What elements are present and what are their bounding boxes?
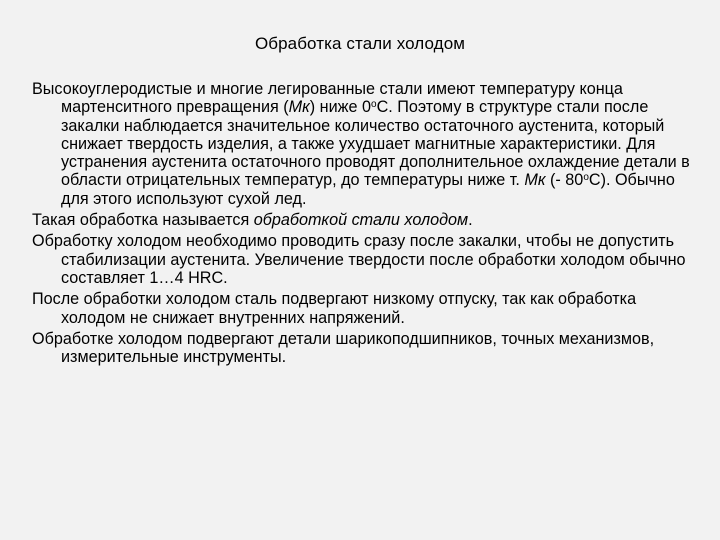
mk-symbol: Мк [288, 98, 310, 117]
paragraph-text: Такая обработка называется [32, 211, 254, 230]
degree-mark: о [583, 172, 589, 184]
paragraph-text: Высокоуглеродистые и многие легированные стали имеют температуру конца мартенситного превращения ( [32, 80, 623, 117]
mk-symbol: Мк [524, 171, 546, 190]
degree-mark: о [371, 99, 377, 111]
paragraph-text: После обработки холодом сталь подвергают низкому отпуску, так как обработка холодом не снижает внутренних напряжений. [32, 290, 637, 327]
paragraph-timing [32, 232, 692, 287]
slide-title: Обработка стали холодом [254, 34, 466, 53]
paragraph-text: С). Обычно для этого используют сухой лед. [61, 171, 675, 208]
paragraph-text: . [468, 211, 473, 230]
paragraph-text: С. Поэтому в структуре стали после закалки наблюдается значительное количество остаточного аустенита, который снижает твердость изделия, а также ухудшает магнитные характеристики. Для устранения аустенита остаточного проводят дополнительное охлаждение детали в области отрицательных температур, до температуры ниже т. [61, 98, 690, 190]
slide-body [32, 80, 692, 369]
paragraph-text: Обработку холодом необходимо проводить сразу после закалки, чтобы не допустить стабилизации аустенита. Увеличение твердости после обработки холодом обычно составляет 1…4 HRC. [32, 232, 686, 287]
paragraph-text: (- 80 [545, 171, 584, 190]
paragraph-martensite [32, 80, 692, 208]
paragraph-applications [32, 330, 692, 367]
paragraph-definition [32, 211, 692, 229]
paragraph-tempering [32, 290, 692, 327]
paragraph-text: Обработке холодом подвергают детали шарикоподшипников, точных механизмов, измерительные инструменты. [32, 329, 655, 367]
paragraph-text: ) ниже 0 [309, 98, 371, 117]
defined-term: обработкой стали холодом [253, 211, 469, 230]
